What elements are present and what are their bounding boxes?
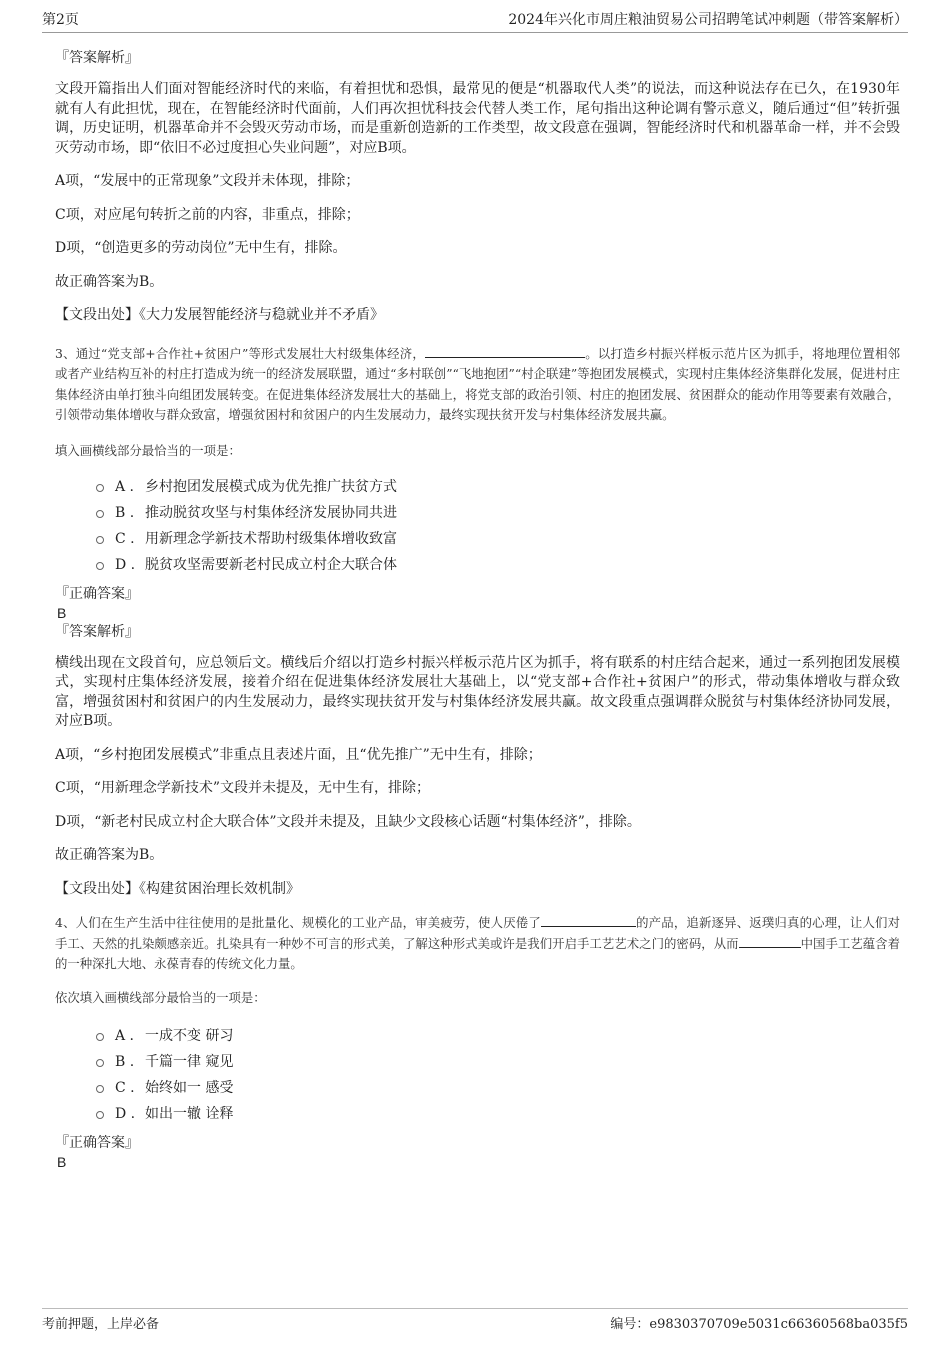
radio-button[interactable] [96,562,104,570]
q4-answer-value: B [57,1153,67,1170]
q3-answer-label: 『正确答案』 [55,585,139,602]
option-text: 推动脱贫攻坚与村集体经济发展协同共进 [145,504,397,521]
q2-conclusion: 故正确答案为B。 [55,273,164,290]
option-letter: B . [115,504,135,521]
q3-stem-before: 3、通过“党支部+合作社+贫困户”等形式发展壮大村级集体经济， [55,345,425,361]
q4-option-b[interactable] [55,1049,900,1075]
radio-button[interactable] [96,1033,104,1041]
radio-button[interactable] [96,510,104,518]
q4-option-a[interactable] [55,1023,900,1049]
q4-prompt: 依次填入画横线部分最恰当的一项是： [55,989,266,1005]
q3-prompt: 填入画横线部分最恰当的一项是： [55,442,241,458]
document-title: 2024年兴化市周庄粮油贸易公司招聘笔试冲刺题（带答案解析） [508,12,908,28]
q3-option-b[interactable] [55,500,900,526]
q2-source: 【文段出处】《大力发展智能经济与稳就业并不矛盾》 [55,307,384,323]
q3-option-d[interactable] [55,552,900,578]
page-footer [42,1308,908,1339]
option-text: 千篇一律 窥见 [145,1053,234,1070]
radio-button[interactable] [96,1111,104,1119]
option-letter: A . [115,478,135,495]
fill-blank [541,913,636,927]
q4-options [55,1023,900,1127]
q3-analysis-text: 横线出现在文段首句，应总领后文。横线后介绍以打造乡村振兴样板示范片区为抓手，将有联系的村庄结合起来，通过一系列抱团发展模式，实现村庄集体经济发展，接着介绍在促进集体经济发展壮大基础上，以“党支部+合作社+贫困户”的形式，带动集体增收与群众致富，增强贫困村和贫困户的内生发展动力，最终实现扶贫开发与村集体经济发展共赢。故文段重点强调群众脱贫与村集体经济协同发展，对应B项。 [55,654,900,729]
fill-blank [425,344,585,358]
q3-option-c[interactable] [55,526,900,552]
option-letter: B . [115,1053,135,1070]
option-letter: A . [115,1027,135,1044]
option-letter: D . [115,556,136,573]
q3-option-a[interactable] [55,474,900,500]
q3-option-d-note: D项，“新老村民成立村企大联合体”文段并未提及，且缺少文段核心话题“村集体经济”，排除。 [55,813,641,830]
main-content [55,48,900,1171]
radio-button[interactable] [96,484,104,492]
option-text: 脱贫攻坚需要新老村民成立村企大联合体 [145,556,397,573]
q3-option-c-note: C项，“用新理念学新技术”文段并未提及，无中生有，排除； [55,780,431,796]
q4-option-c[interactable] [55,1075,900,1101]
fill-blank [739,934,801,948]
q2-option-a-note: A项，“发展中的正常现象”文段并未体现，排除； [55,173,360,189]
q2-analysis-label: 『答案解析』 [55,50,139,66]
q2-option-c-note: C项，对应尾句转折之前的内容，非重点，排除； [55,206,360,223]
q3-analysis-label: 『答案解析』 [55,623,139,640]
q3-options [55,474,900,578]
q3-option-a-note: A项，“乡村抱团发展模式”非重点且表述片面，且“优先推广”无中生有，排除； [55,746,542,763]
radio-button[interactable] [96,1059,104,1067]
q4-stem-part-1: 4、人们在生产生活中往往使用的是批量化、规模化的工业产品，审美疲劳，使人厌倦了 [55,915,541,930]
q4-answer-label: 『正确答案』 [55,1134,139,1151]
page-number: 第2页 [42,12,79,28]
option-letter: C . [115,530,135,547]
q3-answer-value: B [57,604,67,621]
q2-option-d-note: D项，“创造更多的劳动岗位”无中生有，排除。 [55,240,347,256]
option-letter: C . [115,1079,135,1096]
option-text: 用新理念学新技术帮助村级集体增收致富 [145,530,397,547]
option-text: 始终如一 感受 [145,1079,234,1096]
option-letter: D . [115,1105,136,1122]
q4-stem-part-2: 的产品，追新逐异、返璞归真的心理，让人们对手工、天然的扎染颇感亲近。扎染具有一种妙不可言的形式美，了解这种形式美或许是我们开启手工艺艺术之门的密码，从而 [55,915,900,951]
q3-stem [55,344,900,426]
radio-button[interactable] [96,536,104,544]
q4-stem-part-3: 中国手工艺蕴含着的一种深扎大地、永葆青春的传统文化力量。 [55,935,901,971]
q3-conclusion: 故正确答案为B。 [55,847,164,863]
footer-slogan: 考前押题，上岸必备 [42,1317,160,1332]
page-header [42,8,908,33]
q4-stem [55,913,900,975]
option-text: 如出一辙 诠释 [145,1105,234,1122]
option-text: 一成不变 研习 [145,1027,234,1044]
q4-option-d[interactable] [55,1101,900,1127]
option-text: 乡村抱团发展模式成为优先推广扶贫方式 [145,478,397,495]
q3-source: 【文段出处】《构建贫困治理长效机制》 [55,880,300,897]
q2-analysis-text: 文段开篇指出人们面对智能经济时代的来临，有着担忧和恐惧，最常见的便是“机器取代人类”的说法，而这种说法存在已久，在1930年就有人有此担忧，现在，在智能经济时代面前，人们再次担忧科技会代替人类工作，尾句指出这种论调有警示意义，随后通过“但”转折强调，历史证明，机器革命并不会毁灭劳动市场，而是重新创造新的工作类型，故文段意在强调，智能经济时代和机器革命一样，并不会毁灭劳动市场，即“依旧不必过度担心失业问题”，对应B项。 [55,81,900,156]
radio-button[interactable] [96,1085,104,1093]
document-id: 编号：e9830370709e5031c66360568ba035f5 [610,1317,908,1332]
q3-stem-after: 。以打造乡村振兴样板示范片区为抓手，将地理位置相邻或者产业结构互补的村庄打造成为统一的经济发展联盟，通过“多村联创”“飞地抱团”“村企联建”等抱团发展模式，实现村庄集体经济集群化发展，促进村庄集体经济由单打独斗向组团发展转变。在促进集体经济发展壮大的基础上，将党支部的政治引领、村庄的抱团发展、贫困群众的能动作用等要素有效融合，引领带动集体增收与群众致富，增强贫困村和贫困户的内生发展动力，最终实现扶贫开发与村集体经济发展共赢。 [55,345,900,422]
